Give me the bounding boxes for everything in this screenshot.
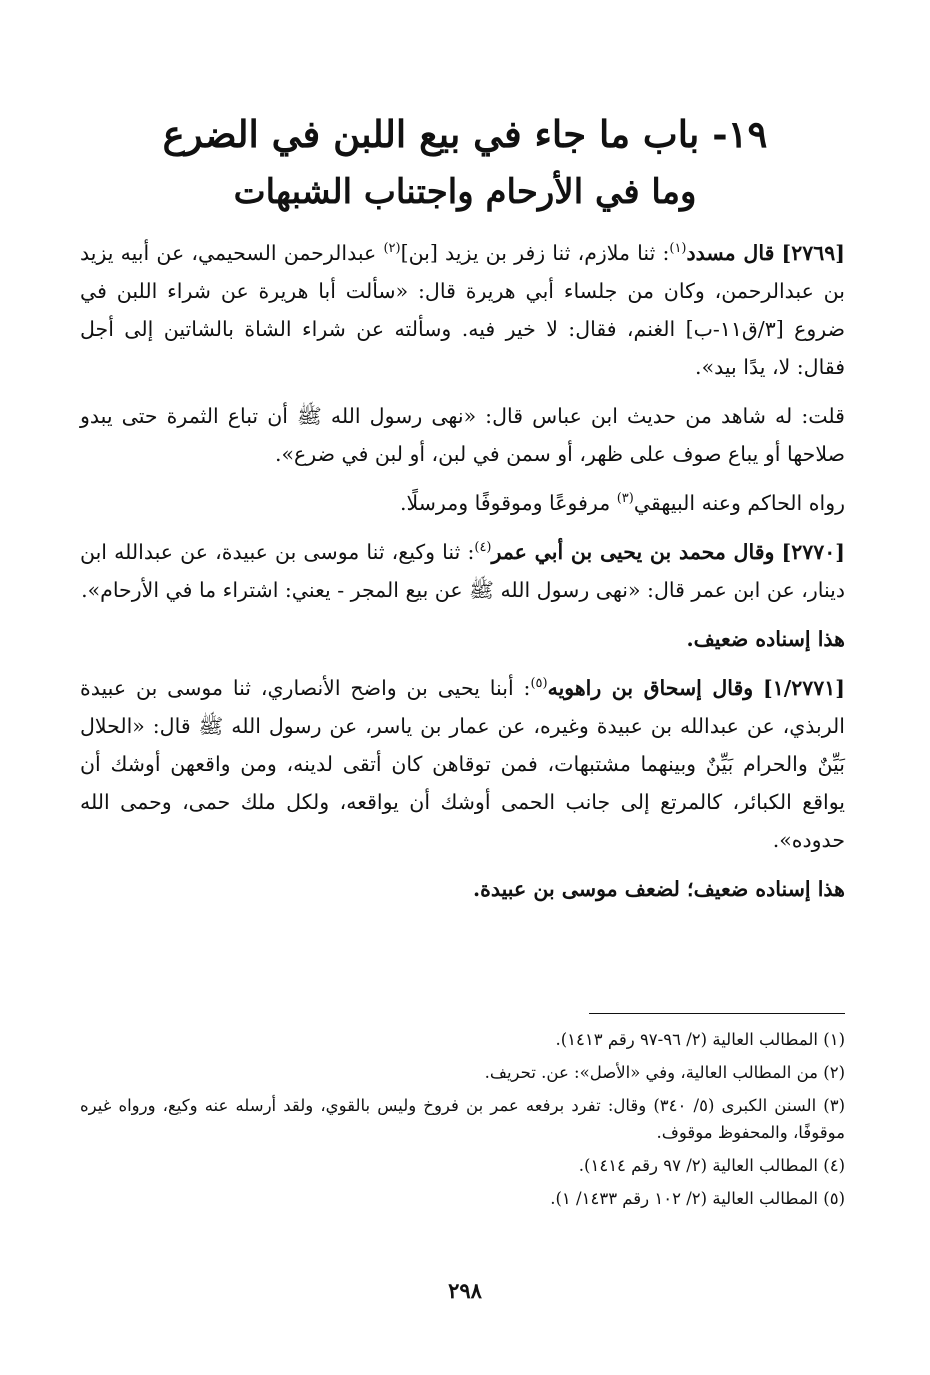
footnote-separator	[589, 1013, 845, 1014]
chapter-heading	[80, 104, 850, 220]
footnote-marker: (٣)	[616, 491, 634, 507]
hadith-text: عبدالرحمن السحيمي، عن أبيه يزيد بن عبدالرحمن، وكان من جلساء أبي هريرة قال: «سألت أبا هريرة عن شراء اللبن في ضروع [٣/ق١١-ب] الغنم، فقال: لا خير فيه. وسألته عن شراء الشاة بالشاتين إلى أجل فقال: لا، يدًا بيد».	[80, 241, 845, 379]
chapter-heading-line-1: ١٩- باب ما جاء في بيع اللبن في الضرع	[162, 112, 768, 156]
hadith-2770	[80, 533, 845, 609]
grading-note: هذا إسناده ضعيف؛ لضعف موسى بن عبيدة.	[472, 877, 845, 901]
chapter-heading-line-2: وما في الأرحام واجتناب الشبهات	[233, 172, 697, 212]
commentary-paragraph: قلت: له شاهد من حديث ابن عباس قال: «نهى رسول الله ﷺ أن تباع الثمرة حتى يبدو صلاحها أو يباع صوف على ظهر، أو سمن في لبن، أو لبن في ضرع».	[80, 404, 845, 466]
hadith-text: : ثنا ملازم، ثنا زفر بن يزيد [بن]	[400, 241, 670, 265]
hadith-2771	[80, 669, 845, 859]
footnotes	[80, 1026, 845, 1218]
commentary-text: مرفوعًا وموقوفًا ومرسلًا.	[399, 491, 617, 515]
hadith-ref: [١/٢٧٧١]	[763, 676, 845, 700]
page-number: ٢٩٨	[448, 1278, 482, 1303]
grading-note: هذا إسناده ضعيف.	[686, 627, 845, 651]
footnote-marker: (٢)	[383, 241, 401, 257]
hadith-text: : ثنا وكيع، ثنا موسى بن عبيدة، عن عبدالله ابن دينار، عن ابن عمر قال: «نهى رسول الله ﷺ عن بيع المجر - يعني: اشتراء ما في الأرحام».	[80, 540, 845, 602]
footnote-marker: (٤)	[474, 540, 492, 556]
footnote: (٥) المطالب العالية (٢/ ١٠٢ رقم ١٤٣٣/ ١).	[550, 1189, 845, 1208]
footnote: (٢) من المطالب العالية، وفي «الأصل»: عن. تحريف.	[484, 1063, 845, 1082]
main-text	[80, 234, 845, 919]
footnote: (٣) السنن الكبرى (٥/ ٣٤٠) وقال: تفرد برفعه عمر بن فروخ وليس بالقوي، ولقد أرسله عنه وكيع، ورواه غيره موقوفًا، والمحفوظ موقوف.	[80, 1096, 846, 1142]
footnote: (١) المطالب العالية (٢/ ٩٦-٩٧ رقم ١٤١٣).	[555, 1030, 845, 1049]
hadith-narrator: وقال محمد بن يحيى بن أبي عمر	[491, 540, 775, 564]
footnote-marker: (١)	[669, 241, 687, 257]
footnote-marker: (٥)	[530, 676, 548, 692]
hadith-ref: [٢٧٧٠]	[781, 540, 845, 564]
hadith-ref: [٢٧٦٩]	[781, 241, 845, 265]
footnote: (٤) المطالب العالية (٢/ ٩٧ رقم ١٤١٤).	[578, 1156, 845, 1175]
commentary-paragraph	[80, 484, 845, 522]
hadith-narrator: وقال إسحاق بن راهويه	[547, 676, 754, 700]
hadith-text: : أبنا يحيى بن واضح الأنصاري، ثنا موسى بن عبيدة الربذي، عن عبدالله بن عبيدة وغيره، عن عمار بن ياسر، عن رسول الله ﷺ قال: «الحلال بَيِّنٌ والحرام بَيِّنٌ وبينهما مشتبهات، فمن توقاهن كان أتقى لدينه، ومن واقعهن أوشك أن يواقع الكبائر، كالمرتع إلى جانب الحمى أوشك أن يواقعه، ولكل ملك حمى، وحمى الله حدوده».	[80, 676, 845, 852]
hadith-2769	[80, 234, 845, 386]
hadith-narrator: قال مسدد	[686, 241, 775, 265]
commentary-text: رواه الحاكم وعنه البيهقي	[633, 491, 845, 515]
